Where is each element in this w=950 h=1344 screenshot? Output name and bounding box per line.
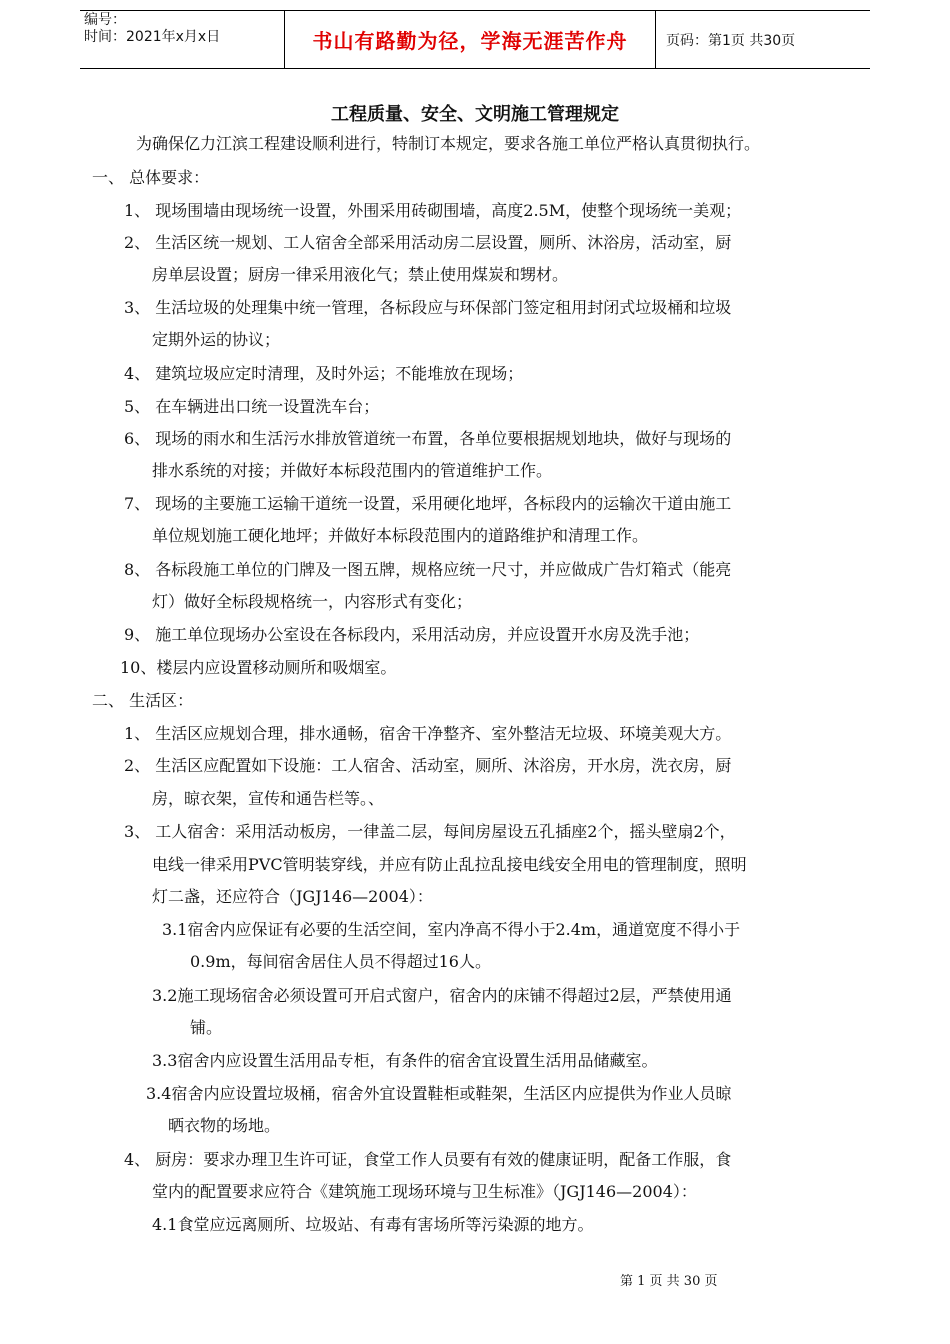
time-label: 时间：2021年x月x日: [84, 29, 221, 45]
text-line: 房单层设置；厨房一律采用液化气；禁止使用煤炭和甥材。: [152, 265, 569, 284]
page-footer: 第 1 页 共 30 页: [620, 1274, 718, 1289]
text-line: 4、 厨房：要求办理卫生许可证，食堂工作人员要有有效的健康证明，配备工作服，食: [124, 1150, 732, 1169]
text-line: 铺。: [190, 1018, 223, 1037]
text-line: 0.9m，每间宿舍居住人员不得超过16人。: [190, 952, 491, 971]
text-line: 4、 建筑垃圾应定时清理，及时外运；不能堆放在现场；: [124, 364, 524, 383]
text-line: 晒衣物的场地。: [168, 1116, 281, 1135]
text-line: 3、 工人宿舍：采用活动板房，一律盖二层，每间房屋设五孔插座2个，摇头壁扇2个，: [124, 822, 736, 841]
section-heading: 一、 总体要求：: [92, 168, 210, 187]
text-line: 3.4宿舍内应设置垃圾桶，宿舍外宜设置鞋柜或鞋架，生活区内应提供为作业人员晾: [146, 1084, 732, 1103]
header-motto: 书山有路勤为径，学海无涯苦作舟: [285, 11, 656, 68]
text-line: 2、 生活区统一规划、工人宿舍全部采用活动房二层设置，厕所、沐浴房，活动室，厨: [124, 233, 732, 252]
text-line: 堂内的配置要求应符合《建筑施工现场环境与卫生标准》（JGJ146—2004）：: [152, 1182, 697, 1201]
text-line: 单位规划施工硬化地坪；并做好本标段范围内的道路维护和清理工作。: [152, 526, 649, 545]
document-title: 工程质量、安全、文明施工管理规定: [331, 104, 619, 125]
text-line: 6、 现场的雨水和生活污水排放管道统一布置，各单位要根据规划地块，做好与现场的: [124, 429, 732, 448]
text-line: 7、 现场的主要施工运输干道统一设置，采用硬化地坪，各标段内的运输次干道由施工: [124, 494, 732, 513]
text-line: 电线一律采用PVC管明装穿线，并应有防止乱拉乱接电线安全用电的管理制度，照明: [152, 855, 747, 874]
number-label: 编号：: [84, 12, 126, 28]
text-line: 为确保亿力江滨工程建设顺利进行，特制订本规定，要求各施工单位严格认真贯彻执行。: [136, 134, 761, 153]
text-line: 3.1宿舍内应保证有必要的生活空间，室内净高不得小于2.4m，通道宽度不得小于: [162, 920, 741, 939]
text-line: 10、楼层内应设置移动厕所和吸烟室。: [120, 658, 397, 677]
header-page-info: 页码：第1页 共30页: [666, 32, 796, 49]
header-meta: [80, 11, 285, 68]
text-line: 排水系统的对接；并做好本标段范围内的管道维护工作。: [152, 461, 553, 480]
text-line: 房，晾衣架，宣传和通告栏等。、: [152, 789, 385, 808]
text-line: 5、 在车辆进出口统一设置洗车台；: [124, 397, 380, 416]
text-line: 灯）做好全标段规格统一，内容形式有变化；: [152, 592, 473, 611]
text-line: 灯二盏，还应符合（JGJ146—2004）：: [152, 887, 433, 906]
text-line: 3、 生活垃圾的处理集中统一管理，各标段应与环保部门签定租用封闭式垃圾桶和垃圾: [124, 298, 732, 317]
text-line: 9、 施工单位现场办公室设在各标段内，采用活动房，并应设置开水房及洗手池；: [124, 625, 700, 644]
text-line: 2、 生活区应配置如下设施：工人宿舍、活动室，厕所、沐浴房，开水房，洗衣房，厨: [124, 756, 732, 775]
text-line: 1、 现场围墙由现场统一设置，外围采用砖砌围墙，高度2.5M，使整个现场统一美观；: [124, 201, 742, 220]
page-header: [80, 10, 870, 69]
text-line: 4.1食堂应远离厕所、垃圾站、有毒有害场所等污染源的地方。: [152, 1215, 594, 1234]
text-line: 3.2施工现场宿舍必须设置可开启式窗户，宿舍内的床铺不得超过2层，严禁使用通: [152, 986, 732, 1005]
text-line: 定期外运的协议；: [152, 330, 281, 349]
text-line: 3.3宿舍内应设置生活用品专柜，有条件的宿舍宜设置生活用品储藏室。: [152, 1051, 658, 1070]
text-line: 8、 各标段施工单位的门牌及一图五牌，规格应统一尺寸，并应做成广告灯箱式（能亮: [124, 560, 732, 579]
text-line: 1、 生活区应规划合理，排水通畅，宿舍干净整齐、室外整洁无垃圾、环境美观大方。: [124, 724, 732, 743]
section-heading: 二、 生活区：: [92, 691, 194, 710]
